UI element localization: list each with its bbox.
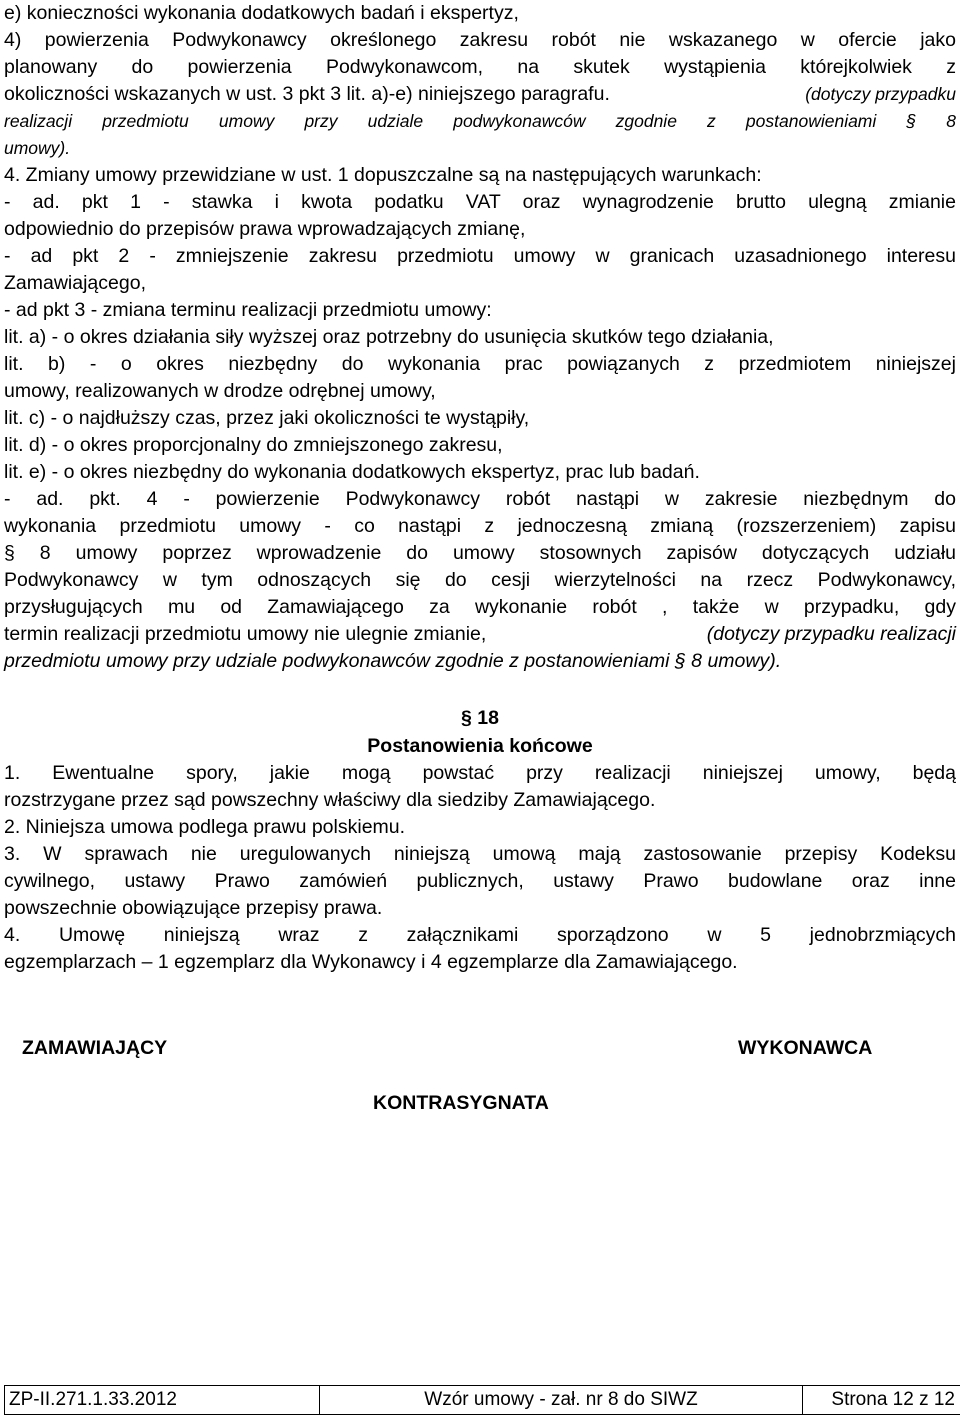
paragraph-line: 3. W sprawach nie uregulowanych niniejszą umową mają zastosowanie przepisy Kodeksu bbox=[4, 843, 956, 865]
italic-note-line: realizacji przedmiotu umowy przy udziale podwykonawców zgodnie z postanowieniami § 8 bbox=[4, 111, 956, 131]
italic-note: (dotyczy przypadku realizacji bbox=[706, 623, 956, 645]
italic-note: (dotyczy przypadku bbox=[805, 84, 956, 104]
paragraph-line: planowany do powierzenia Podwykonawcom, na skutek wystąpienia którejkolwiek z bbox=[4, 56, 956, 78]
signature-kontrasygnata: KONTRASYGNATA bbox=[373, 1092, 549, 1114]
paragraph-line: przysługujących mu od Zamawiającego za wykonanie robót , także w przypadku, gdy bbox=[4, 596, 956, 618]
paragraph-line: 4. Zmiany umowy przewidziane w ust. 1 dopuszczalne są na następujących warunkach: bbox=[4, 164, 762, 186]
paragraph-line-mixed bbox=[4, 81, 956, 107]
section-title: Postanowienia końcowe bbox=[367, 735, 593, 757]
paragraph-line-mixed bbox=[4, 621, 956, 647]
paragraph-line: e) konieczności wykonania dodatkowych badań i ekspertyz, bbox=[4, 2, 519, 24]
paragraph-line: 4) powierzenia Podwykonawcy określonego zakresu robót nie wskazanego w ofercie jako bbox=[4, 29, 956, 51]
paragraph-line: lit. a) - o okres działania siły wyższej oraz potrzebny do usunięcia skutków tego działania, bbox=[4, 326, 774, 348]
section-number: § 18 bbox=[461, 707, 499, 729]
paragraph-line: Zamawiającego, bbox=[4, 272, 146, 294]
paragraph-line: - ad. pkt. 4 - powierzenie Podwykonawcy robót nastąpi w zakresie niezbędnym do bbox=[4, 488, 956, 510]
paragraph-line: umowy, realizowanych w drodze odrębnej umowy, bbox=[4, 380, 436, 402]
paragraph-line: lit. e) - o okres niezbędny do wykonania dodatkowych ekspertyz, prac lub badań. bbox=[4, 461, 700, 483]
paragraph-line: lit. b) - o okres niezbędny do wykonania prac powiązanych z przedmiotem niniejszej bbox=[4, 353, 956, 375]
paragraph-line: egzemplarzach – 1 egzemplarz dla Wykonawcy i 4 egzemplarze dla Zamawiającego. bbox=[4, 951, 738, 973]
paragraph-line: rozstrzygane przez sąd powszechny właściwy dla siedziby Zamawiającego. bbox=[4, 789, 656, 811]
paragraph-line: 1. Ewentualne spory, jakie mogą powstać przy realizacji niniejszej umowy, będą bbox=[4, 762, 956, 784]
paragraph-text: termin realizacji przedmiotu umowy nie ulegnie zmianie, bbox=[4, 623, 487, 645]
paragraph-line: cywilnego, ustawy Prawo zamówień publicznych, ustawy Prawo budowlane oraz inne bbox=[4, 870, 956, 892]
paragraph-line: Podwykonawcy w tym odnoszących się do cesji wierzytelności na rzecz Podwykonawcy, bbox=[4, 569, 956, 591]
paragraph-line: wykonania przedmiotu umowy - co nastąpi z jednoczesną zmianą (rozszerzeniem) zapisu bbox=[4, 515, 956, 537]
italic-note-line: umowy). bbox=[4, 138, 71, 158]
page-footer bbox=[4, 1385, 960, 1415]
footer-page-number: Strona 12 z 12 bbox=[831, 1389, 955, 1410]
signature-zamawiajacy: ZAMAWIAJĄCY bbox=[22, 1037, 168, 1059]
paragraph-text: okoliczności wskazanych w ust. 3 pkt 3 lit. a)-e) niniejszego paragrafu. bbox=[4, 83, 610, 105]
paragraph-line: 2. Niniejsza umowa podlega prawu polskiemu. bbox=[4, 816, 406, 838]
paragraph-line: - ad pkt 3 - zmiana terminu realizacji przedmiotu umowy: bbox=[4, 299, 492, 321]
footer-document-name: Wzór umowy - zał. nr 8 do SIWZ bbox=[320, 1386, 803, 1414]
paragraph-line: - ad. pkt 1 - stawka i kwota podatku VAT oraz wynagrodzenie brutto ulegną zmianie bbox=[4, 191, 956, 213]
paragraph-line: lit. d) - o okres proporcjonalny do zmniejszonego zakresu, bbox=[4, 434, 503, 456]
paragraph-line: powszechnie obowiązujące przepisy prawa. bbox=[4, 897, 383, 919]
italic-note-line: przedmiotu umowy przy udziale podwykonawców zgodnie z postanowieniami § 8 umowy). bbox=[4, 650, 782, 672]
paragraph-line: lit. c) - o najdłuższy czas, przez jaki okoliczności te wystąpiły, bbox=[4, 407, 530, 429]
paragraph-line: - ad pkt 2 - zmniejszenie zakresu przedmiotu umowy w granicach uzasadnionego interesu bbox=[4, 245, 956, 267]
paragraph-line: 4. Umowę niniejszą wraz z załącznikami sporządzono w 5 jednobrzmiących bbox=[4, 924, 956, 946]
paragraph-line: odpowiednio do przepisów prawa wprowadzających zmianę, bbox=[4, 218, 526, 240]
signature-wykonawca: WYKONAWCA bbox=[738, 1037, 873, 1059]
paragraph-line: § 8 umowy poprzez wprowadzenie do umowy stosownych zapisów dotyczących udziału bbox=[4, 542, 956, 564]
footer-reference: ZP-II.271.1.33.2012 bbox=[5, 1386, 320, 1414]
